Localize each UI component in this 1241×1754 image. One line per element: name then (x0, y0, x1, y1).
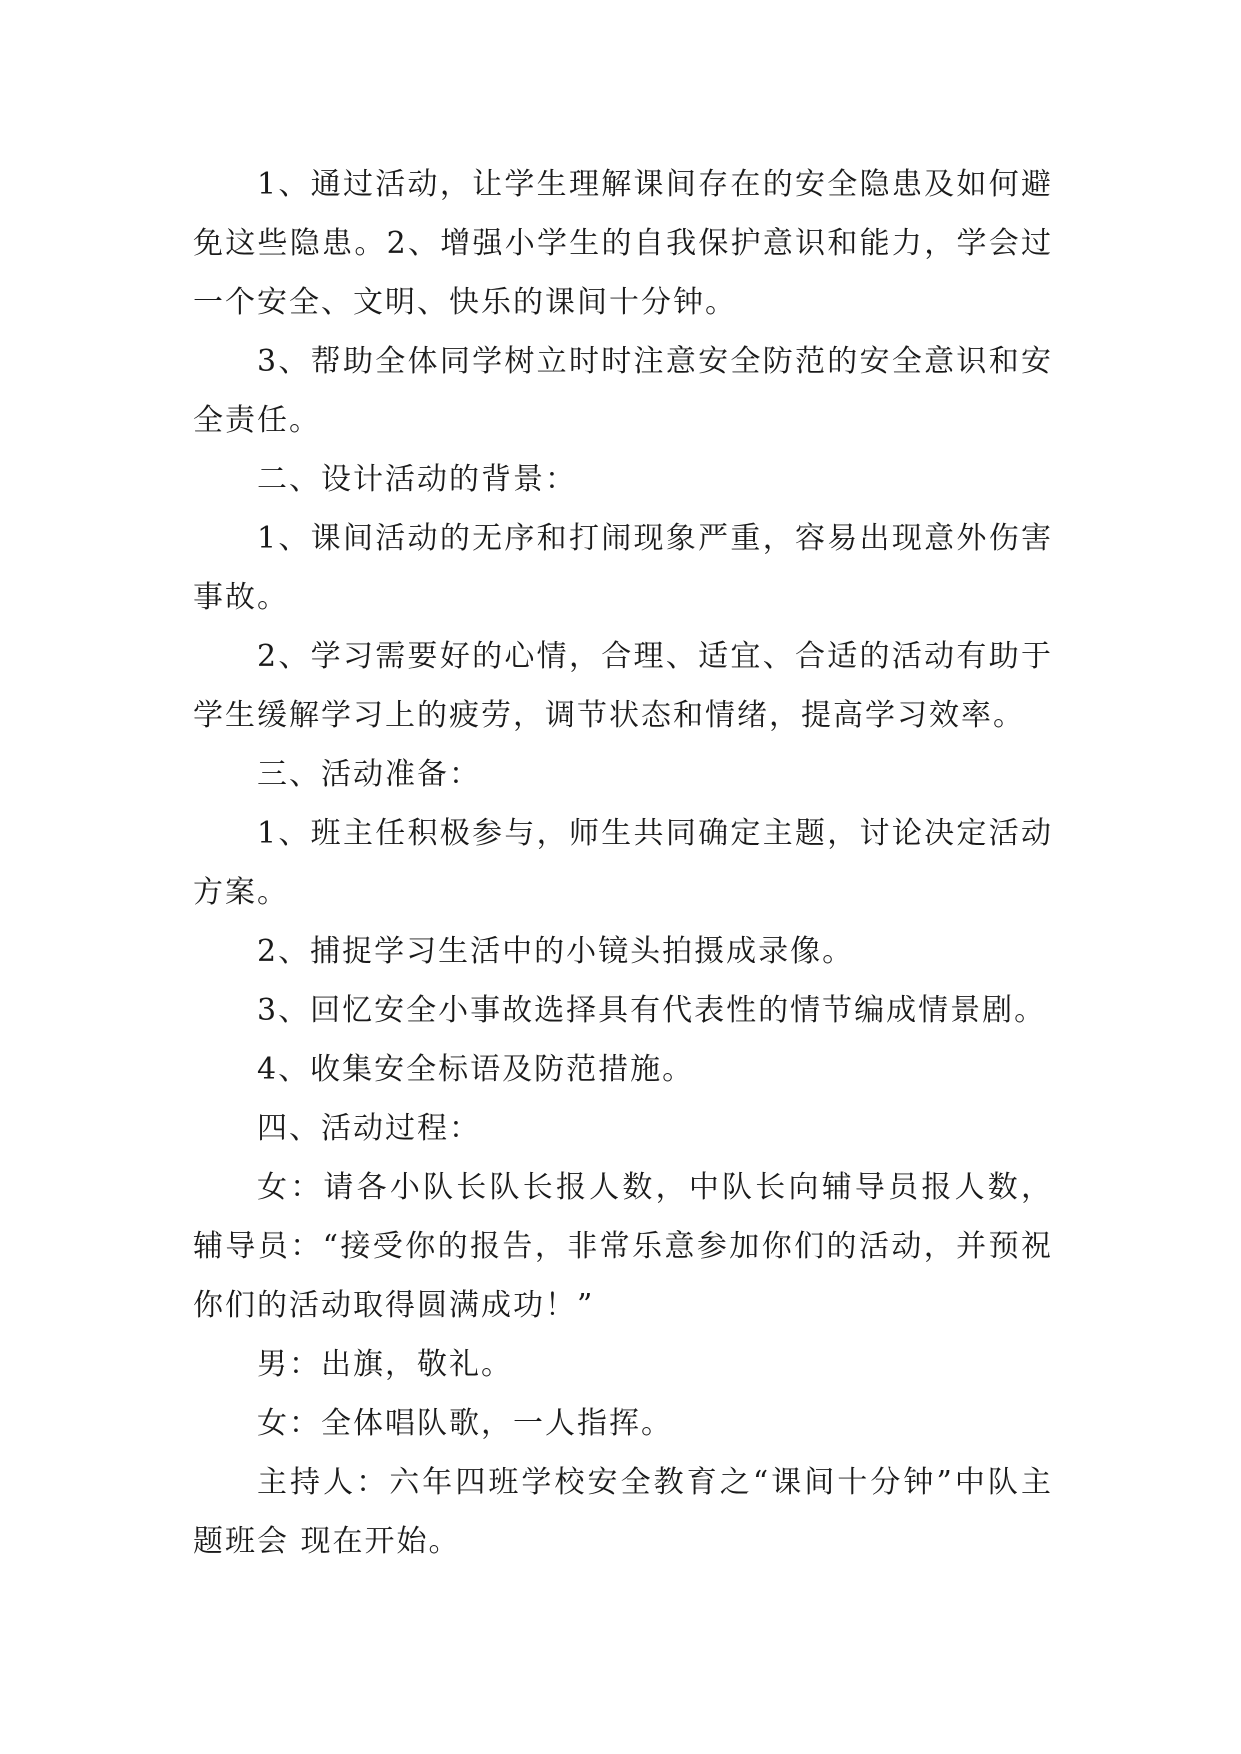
paragraph-dialogue-female-2: 女：全体唱队歌，一人指挥。 (257, 1406, 673, 1441)
paragraph-background-2: 2、学习需要好的心情，合理、适宜、合适的活动有助于学生缓解学习上的疲劳，调节状态和情绪，提高学习效率。 (193, 639, 1053, 733)
section-heading-process: 四、活动过程： (257, 1111, 481, 1146)
section-heading-preparation: 三、活动准备： (257, 757, 481, 792)
paragraph-preparation-4: 4、收集安全标语及防范措施。 (257, 1052, 695, 1087)
paragraph-preparation-1: 1、班主任积极参与，师生共同确定主题，讨论决定活动方案。 (193, 816, 1053, 910)
paragraph-dialogue-female-1: 女：请各小队长队长报人数，中队长向辅导员报人数，辅导员：“接受你的报告，非常乐意参加你们的活动，并预祝你们的活动取得圆满成功！” (193, 1170, 1053, 1323)
paragraph-background-1: 1、课间活动的无序和打闹现象严重，容易出现意外伤害事故。 (193, 521, 1053, 615)
paragraph-objective-3: 3、帮助全体同学树立时时注意安全防范的安全意识和安全责任。 (193, 344, 1053, 438)
paragraph-dialogue-male: 男：出旗，敬礼。 (257, 1347, 513, 1382)
paragraph-preparation-3: 3、回忆安全小事故选择具有代表性的情节编成情景剧。 (257, 993, 1047, 1028)
document-body (193, 155, 1053, 1571)
paragraph-preparation-2: 2、捕捉学习生活中的小镜头拍摄成录像。 (257, 934, 855, 969)
paragraph-dialogue-host: 主持人：六年四班学校安全教育之“课间十分钟”中队主题班会 现在开始。 (193, 1465, 1053, 1559)
paragraph-objectives-1-2: 1、通过活动，让学生理解课间存在的安全隐患及如何避免这些隐患。2、增强小学生的自我保护意识和能力，学会过一个安全、文明、快乐的课间十分钟。 (193, 167, 1053, 320)
section-heading-background: 二、设计活动的背景： (257, 462, 577, 497)
